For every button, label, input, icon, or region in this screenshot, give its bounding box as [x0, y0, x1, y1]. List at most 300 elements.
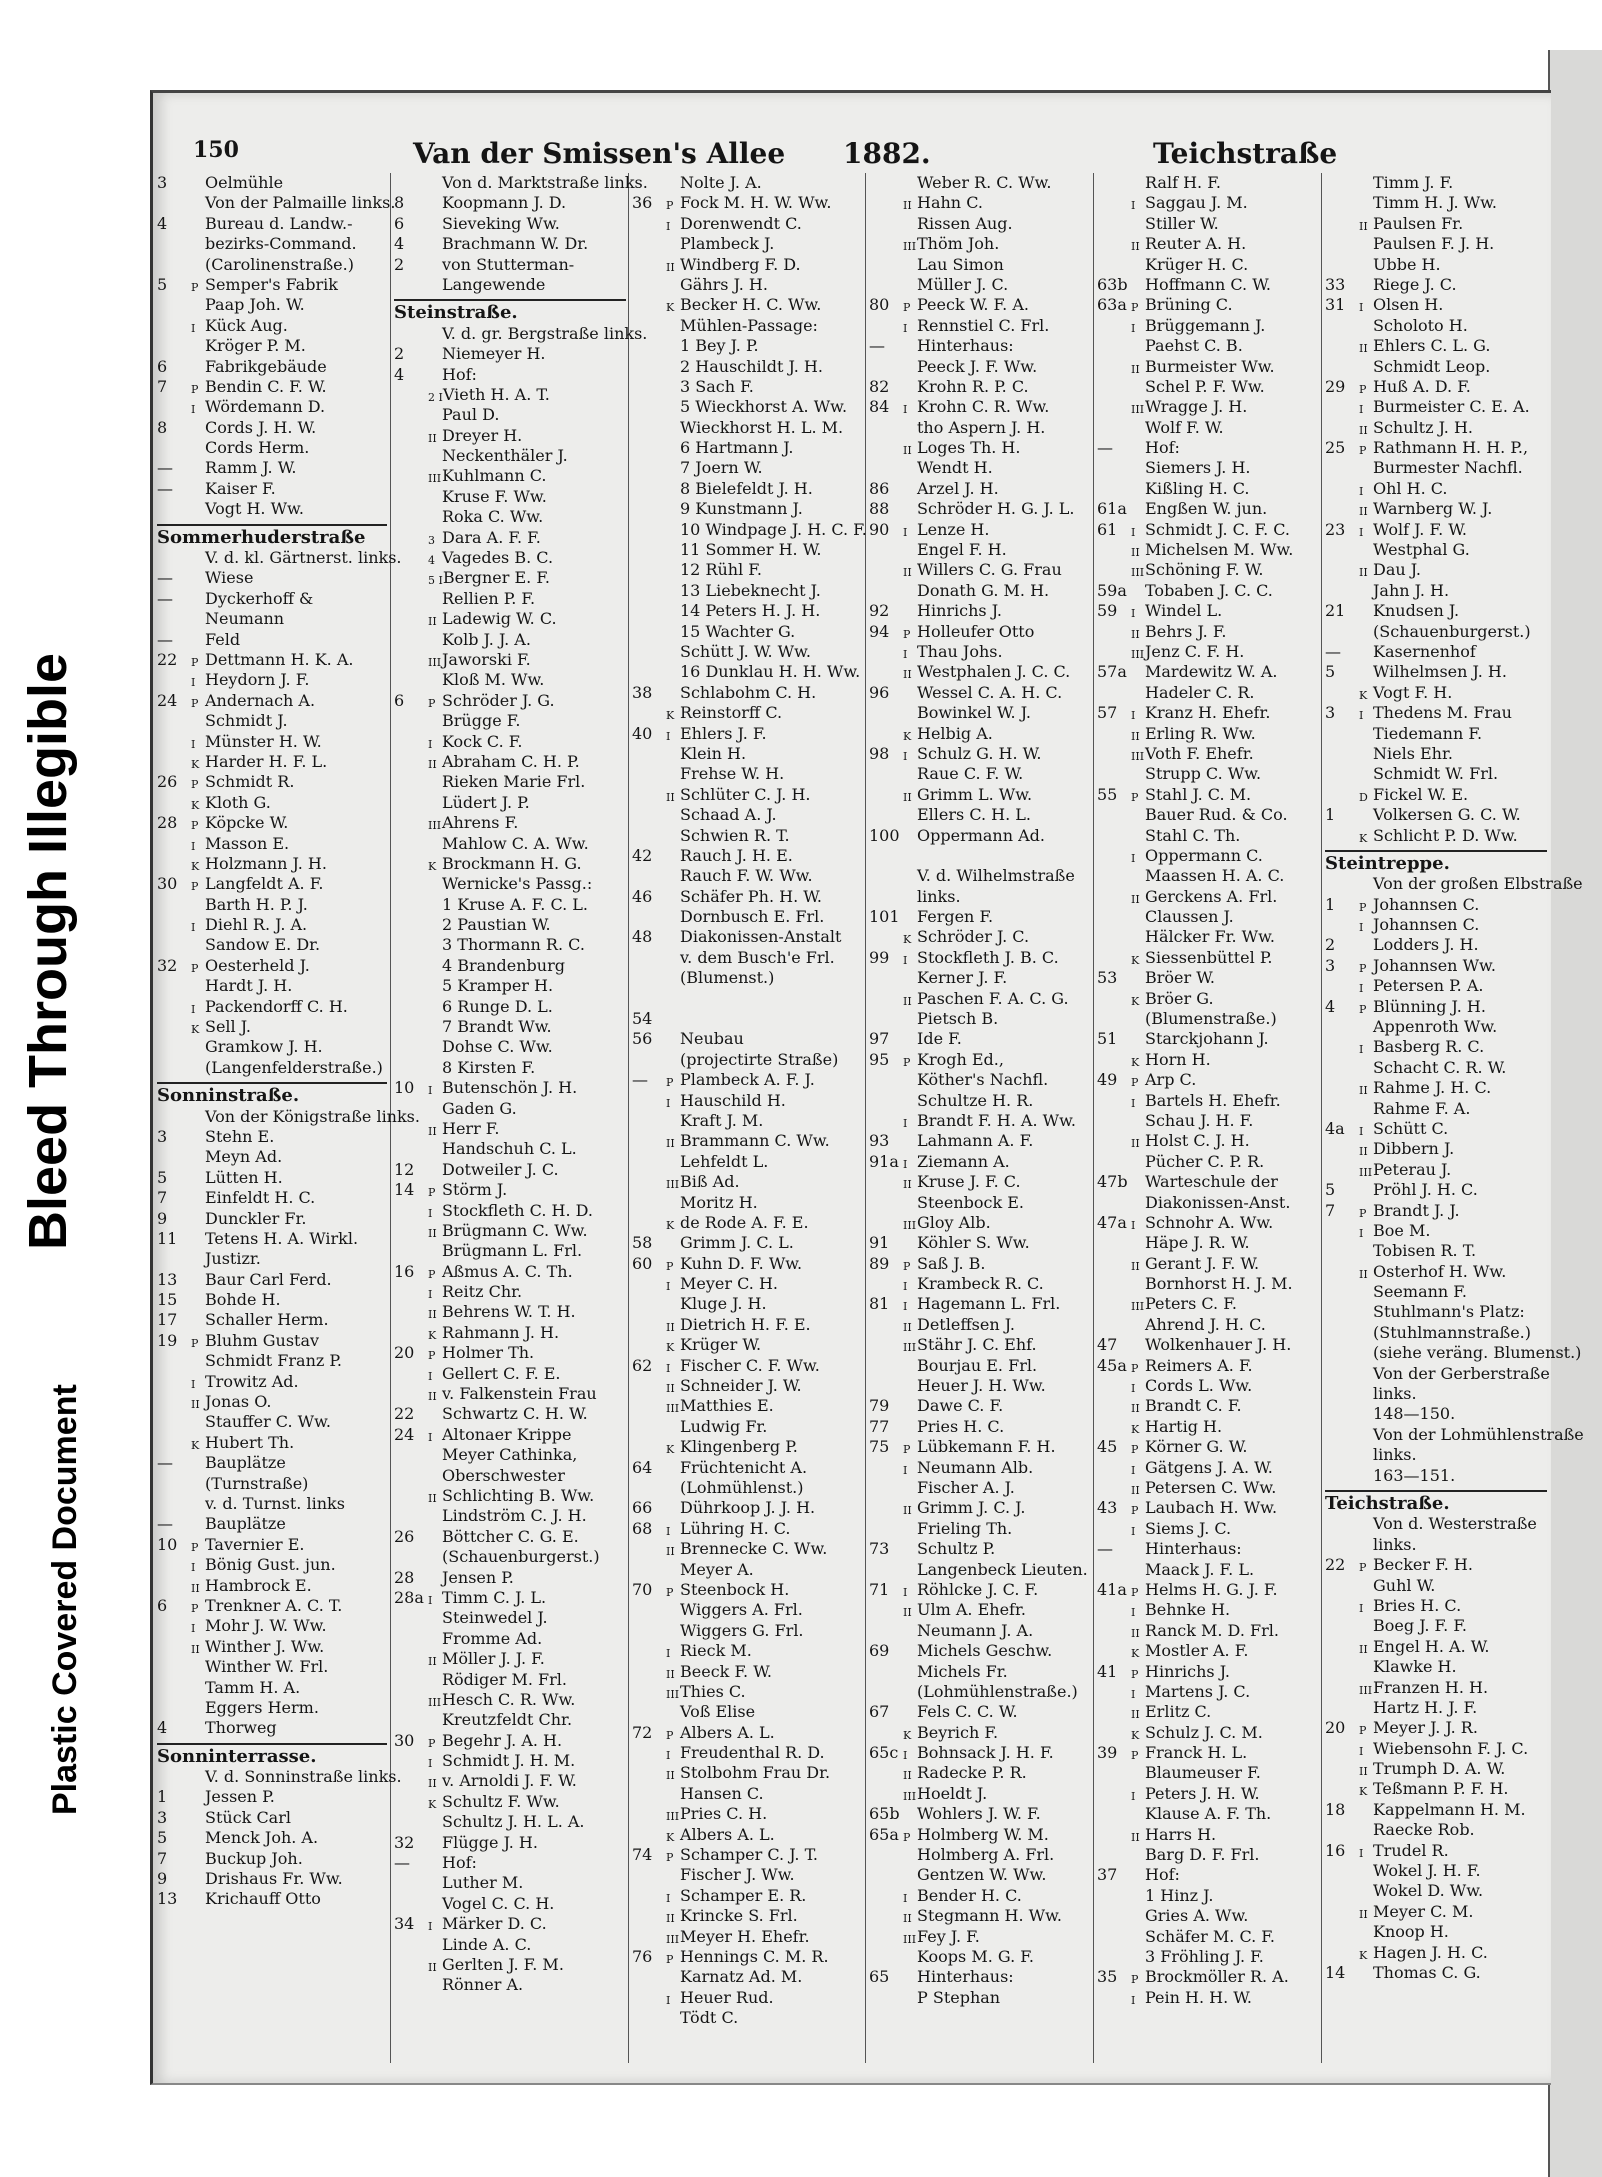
directory-entry [157, 1869, 387, 1889]
house-number: 6 [157, 1595, 168, 1615]
floor-marker [1359, 357, 1373, 377]
house-number [1325, 1037, 1359, 1057]
floor-marker: P [1131, 1076, 1139, 1090]
resident-name: Rieken Marie Frl. [442, 772, 586, 792]
house-number: 57 [1097, 703, 1118, 723]
floor-marker: I [428, 1757, 433, 1771]
resident-name: 12 Rühl F. [680, 560, 762, 580]
directory-entry [157, 1535, 387, 1555]
floor-marker: P [666, 1076, 674, 1090]
resident-name: Peeck J. F. Ww. [917, 356, 1038, 376]
house-number [157, 935, 191, 955]
resident-name: Schmidt Leop. [1373, 356, 1491, 376]
directory-entry [1325, 1201, 1547, 1221]
floor-marker: I [1359, 1744, 1364, 1758]
resident-name: Klein H. [680, 743, 747, 763]
floor-marker [191, 1209, 205, 1229]
floor-marker [1359, 1616, 1373, 1636]
floor-marker: II [428, 615, 437, 629]
resident-name: v. Falkenstein Frau [442, 1384, 597, 1404]
directory-entry [1097, 968, 1319, 988]
floor-marker: I [1131, 1789, 1136, 1803]
directory-entry [157, 1037, 387, 1057]
resident-name: Grimm L. Ww. [917, 784, 1033, 804]
directory-entry [157, 711, 387, 731]
resident-name: Herr F. [442, 1118, 500, 1138]
resident-name: Begehr J. A. H. [442, 1730, 563, 1750]
directory-entry [1097, 255, 1319, 275]
floor-marker: I [1131, 1463, 1136, 1477]
house-number [632, 1396, 666, 1416]
directory-entry [157, 1188, 387, 1208]
resident-name: de Rode A. F. E. [680, 1212, 809, 1232]
directory-entry [632, 1825, 862, 1845]
house-number [1097, 1906, 1131, 1926]
house-number [632, 1131, 666, 1151]
directory-entry [869, 1886, 1091, 1906]
floor-marker [428, 956, 442, 976]
resident-name: Biß Ad. [680, 1172, 740, 1192]
resident-name: Krichauff Otto [205, 1889, 321, 1909]
floor-marker: I [428, 1084, 433, 1098]
floor-marker: II [666, 1912, 675, 1926]
resident-name: Gellert C. F. E. [442, 1363, 561, 1383]
resident-name: Fey J. F. [917, 1926, 980, 1946]
resident-name: Hagen J. H. C. [1373, 1942, 1488, 1962]
directory-entry [157, 316, 387, 336]
directory-entry [869, 1152, 1091, 1172]
house-number [1097, 1845, 1131, 1865]
floor-marker: 2 I [428, 390, 443, 404]
house-number [632, 1784, 666, 1804]
floor-marker [191, 1808, 205, 1828]
house-number [632, 805, 666, 825]
resident-name: Strupp C. Ww. [1145, 764, 1262, 784]
directory-entry [869, 1315, 1091, 1335]
house-number: 9 [157, 1208, 168, 1228]
resident-name: Aßmus A. C. Th. [442, 1261, 573, 1281]
resident-name: Münster H. W. [205, 731, 322, 751]
house-number [394, 711, 428, 731]
floor-marker [903, 1417, 917, 1437]
house-number [869, 255, 903, 275]
directory-entry [869, 1702, 1091, 1722]
floor-marker: K [191, 757, 200, 771]
resident-name: Von der Palmaille links. [205, 193, 396, 213]
resident-name: Dietrich H. F. E. [680, 1314, 811, 1334]
floor-marker: I [1131, 1687, 1136, 1701]
floor-marker [191, 1453, 205, 1473]
house-number: — [157, 629, 173, 649]
house-number [869, 703, 903, 723]
resident-name: Steenbock H. [680, 1579, 790, 1599]
directory-entry [394, 589, 626, 609]
directory-entry [157, 255, 387, 275]
floor-marker: I [1131, 851, 1136, 865]
directory-entry [157, 997, 387, 1017]
directory-entry [1325, 357, 1547, 377]
directory-entry [869, 968, 1091, 988]
house-number: 5 [1325, 662, 1336, 682]
floor-marker: K [1131, 1647, 1140, 1661]
floor-marker [1359, 173, 1373, 193]
resident-name: Michels Geschw. [917, 1641, 1053, 1661]
house-number [632, 744, 666, 764]
directory-entry [869, 214, 1091, 234]
directory-entry [394, 1262, 626, 1282]
resident-name: Hansen C. [680, 1783, 764, 1803]
floor-marker [428, 1527, 442, 1547]
floor-marker [1131, 907, 1145, 927]
house-number [1097, 316, 1131, 336]
house-number [1097, 540, 1131, 560]
directory-entry [1325, 915, 1547, 935]
floor-marker: I [666, 1524, 671, 1538]
directory-entry [1325, 744, 1547, 764]
floor-marker: II [1131, 1708, 1140, 1722]
resident-name: Burmeister Ww. [1145, 356, 1275, 376]
house-number: 4 [394, 234, 405, 254]
resident-name: Meyer C. M. [1373, 1901, 1474, 1921]
directory-entry [1325, 1800, 1547, 1820]
resident-name: Flügge J. H. [442, 1832, 538, 1852]
resident-name: Plambeck A. F. J. [680, 1070, 815, 1090]
directory-entry [157, 609, 387, 629]
directory-entry [394, 976, 626, 996]
resident-name: Oberschwester [442, 1465, 565, 1485]
street-heading: Sommerhuderstraße [157, 524, 387, 548]
resident-name: Langenbeck Lieuten. [917, 1559, 1088, 1579]
floor-marker [191, 976, 205, 996]
resident-name: Dunckler Fr. [205, 1208, 307, 1228]
house-number [394, 1792, 428, 1812]
house-number [1097, 1111, 1131, 1131]
house-number [632, 1213, 666, 1233]
resident-name: Gerckens A. Frl. [1145, 886, 1278, 906]
directory-entry [1097, 1478, 1319, 1498]
floor-marker: K [666, 1218, 675, 1232]
floor-marker: II [903, 199, 912, 213]
house-number [1325, 1820, 1359, 1840]
resident-name: Vogt H. Ww. [205, 499, 304, 519]
floor-marker: II [666, 1667, 675, 1681]
floor-marker [191, 499, 205, 519]
house-number [869, 1662, 903, 1682]
resident-name: Packendorff C. H. [205, 996, 348, 1016]
directory-entry [1325, 581, 1547, 601]
resident-name: Wohlers J. W. F. [917, 1804, 1041, 1824]
resident-name: Baur Carl Ferd. [205, 1269, 332, 1289]
house-number: — [157, 568, 173, 588]
directory-entry [632, 1927, 862, 1947]
house-number: 65a [869, 1824, 899, 1844]
house-number [1097, 989, 1131, 1009]
floor-marker: K [666, 1830, 675, 1844]
resident-name: Stehn E. [205, 1126, 275, 1146]
floor-marker [1359, 316, 1373, 336]
resident-name: Koopmann J. D. [442, 193, 567, 213]
resident-name: Schneider J. W. [680, 1376, 802, 1396]
floor-marker [666, 1050, 680, 1070]
directory-entry [869, 1111, 1091, 1131]
resident-name: Andernach A. [205, 690, 316, 710]
directory-entry [394, 732, 626, 752]
directory-entry [632, 173, 862, 193]
directory-entry [632, 1417, 862, 1437]
directory-entry [1325, 1119, 1547, 1139]
resident-name: Holst C. J. H. [1145, 1131, 1250, 1151]
floor-marker: K [428, 859, 437, 873]
directory-entry [632, 907, 862, 927]
floor-marker [1359, 275, 1373, 295]
floor-marker: III [903, 1218, 917, 1232]
house-number [1325, 479, 1359, 499]
resident-name: Mohr J. W. Ww. [205, 1616, 327, 1636]
directory-entry [1097, 1070, 1319, 1090]
house-number: 81 [869, 1294, 890, 1314]
resident-name: Paul D. [442, 405, 500, 425]
directory-entry [1097, 520, 1319, 540]
floor-marker: P [903, 627, 911, 641]
floor-marker [903, 846, 917, 866]
resident-name: Engel F. H. [917, 540, 1007, 560]
directory-entry [632, 968, 862, 988]
resident-name: Krambeck R. C. [917, 1274, 1044, 1294]
directory-entry [1097, 1029, 1319, 1049]
directory-entry [1325, 1262, 1547, 1282]
house-number [632, 438, 666, 458]
directory-entry [1325, 1841, 1547, 1861]
floor-marker [191, 1828, 205, 1848]
house-number [394, 1201, 428, 1221]
resident-name: Kluge J. H. [680, 1294, 767, 1314]
floor-marker [666, 642, 680, 662]
house-number [869, 1519, 903, 1539]
house-number: 55 [1097, 784, 1118, 804]
floor-marker: II [428, 757, 437, 771]
house-number [869, 1865, 903, 1885]
floor-marker: K [1131, 994, 1140, 1008]
resident-name: Niels Ehr. [1373, 743, 1453, 763]
directory-entry [1097, 438, 1319, 458]
resident-name: Meyn Ad. [205, 1147, 283, 1167]
directory-entry [157, 1351, 387, 1371]
floor-marker [191, 255, 205, 275]
directory-entry [1325, 1759, 1547, 1779]
directory-entry [1325, 193, 1547, 213]
floor-marker: P [666, 1851, 674, 1865]
directory-entry [869, 846, 1091, 866]
annotation-svg [8, 470, 148, 1850]
resident-name: Schlicht P. D. Ww. [1373, 825, 1518, 845]
directory-entry [157, 1576, 387, 1596]
house-number [632, 601, 666, 621]
directory-entry [632, 479, 862, 499]
directory-entry [394, 1975, 626, 1995]
directory-entry [157, 854, 387, 874]
house-number [394, 630, 428, 650]
floor-marker: I [1359, 921, 1364, 935]
resident-name [680, 1009, 862, 1029]
floor-marker: I [666, 1891, 671, 1905]
house-number: 4 [157, 1718, 168, 1738]
floor-marker [191, 357, 205, 377]
resident-name: Altonaer Krippe [442, 1424, 572, 1444]
resident-name: Krogh Ed., [917, 1049, 1004, 1069]
directory-entry [869, 255, 1091, 275]
resident-name: Pein H. H. W. [1145, 1987, 1253, 2007]
resident-name: Köther's Nachfl. [917, 1070, 1049, 1090]
resident-name: Kück Aug. [205, 315, 288, 335]
house-number [1325, 316, 1359, 336]
directory-entry [394, 935, 626, 955]
house-number [1325, 1779, 1359, 1799]
floor-marker: I [1131, 709, 1136, 723]
house-number [632, 1376, 666, 1396]
resident-name: Wendt H. [917, 458, 993, 478]
floor-marker: P [1131, 1585, 1139, 1599]
floor-marker [666, 1029, 680, 1049]
directory-entry [157, 295, 387, 315]
resident-name: Schamper E. R. [680, 1885, 807, 1905]
directory-entry [1097, 1315, 1319, 1335]
directory-entry [869, 826, 1091, 846]
floor-marker: II [1131, 1259, 1140, 1273]
floor-marker [903, 1519, 917, 1539]
directory-entry [632, 581, 862, 601]
resident-name: Von der Königstraße links. [205, 1106, 420, 1126]
floor-marker: 3 [428, 533, 435, 547]
floor-marker [1359, 234, 1373, 254]
directory-entry [157, 397, 387, 417]
resident-name: 5 Wieckhorst A. Ww. [680, 397, 848, 417]
floor-marker: K [1131, 1055, 1140, 1069]
floor-marker: P [191, 655, 199, 669]
floor-marker [903, 1621, 917, 1641]
directory-entry [632, 683, 862, 703]
directory-entry [394, 1201, 626, 1221]
resident-name: Schwien R. T. [680, 825, 790, 845]
house-number: 6 [394, 690, 405, 710]
floor-marker [1131, 1539, 1145, 1559]
house-number: 7 [157, 1188, 168, 1208]
house-number [157, 234, 191, 254]
resident-name: 2 Paustian W. [442, 915, 551, 935]
directory-entry [632, 1988, 862, 2008]
directory-entry [394, 1160, 626, 1180]
directory-entry [869, 1580, 1091, 1600]
directory-entry [1325, 1363, 1550, 1384]
house-number [869, 887, 903, 907]
directory-entry [1325, 642, 1547, 662]
house-number [869, 1009, 903, 1029]
house-number [1097, 1274, 1131, 1294]
floor-marker: I [1359, 709, 1364, 723]
floor-marker: P [191, 280, 199, 294]
resident-name: 11 Sommer H. W. [680, 540, 822, 560]
resident-name: Ulm A. Ehefr. [917, 1600, 1026, 1620]
house-number [869, 642, 903, 662]
directory-entry [1325, 1180, 1547, 1200]
directory-entry [632, 2008, 862, 2028]
house-number [632, 1988, 666, 2008]
house-number [869, 764, 903, 784]
house-number [1097, 336, 1131, 356]
floor-marker [428, 1873, 442, 1893]
directory-entry [1097, 622, 1319, 642]
floor-marker: K [191, 1438, 200, 1452]
directory-entry [1097, 1662, 1319, 1682]
house-number [869, 1070, 903, 1090]
house-number: — [869, 336, 885, 356]
floor-marker [428, 793, 442, 813]
resident-name: Brüning C. [1145, 295, 1233, 315]
house-number [869, 1111, 903, 1131]
directory-entry [394, 1119, 626, 1139]
floor-marker: II [903, 994, 912, 1008]
directory-entry [1097, 1804, 1319, 1824]
directory-entry [869, 499, 1091, 519]
house-number [1325, 214, 1359, 234]
floor-marker: I [903, 1463, 908, 1477]
resident-name: Schau J. H. F. [1145, 1110, 1254, 1130]
resident-name: Stiller W. [1145, 213, 1219, 233]
resident-name: Vagedes B. C. [442, 548, 554, 568]
resident-name: Harrs H. [1145, 1824, 1217, 1844]
directory-entry [869, 948, 1091, 968]
directory-entry [1325, 1221, 1547, 1241]
house-number: 101 [869, 907, 900, 927]
directory-entry [394, 1466, 626, 1486]
resident-name: Stolbohm Frau Dr. [680, 1763, 831, 1783]
house-number: 7 [157, 376, 168, 396]
resident-name: 15 Wachter G. [680, 621, 796, 641]
house-number [632, 1294, 666, 1314]
directory-entry [869, 1193, 1091, 1213]
house-number: 15 [157, 1290, 178, 1310]
house-number [394, 1975, 428, 1995]
floor-marker: K [666, 1443, 675, 1457]
house-number [1325, 1160, 1359, 1180]
floor-marker [428, 1445, 442, 1465]
house-number [394, 1771, 428, 1791]
resident-name: 3 Sach F. [680, 376, 754, 396]
floor-marker [666, 866, 680, 886]
floor-marker: II [903, 1912, 912, 1926]
directory-entry [1097, 907, 1319, 927]
resident-name: (Schauenburgerst.) [442, 1547, 600, 1567]
resident-name: Schütt C. [1373, 1118, 1449, 1138]
floor-marker [428, 1710, 442, 1730]
floor-marker: I [666, 1361, 671, 1375]
resident-name: Kreutzfeldt Chr. [442, 1710, 573, 1730]
house-number: 45a [1097, 1355, 1127, 1375]
directory-entry [1325, 1555, 1547, 1575]
directory-entry [1097, 724, 1319, 744]
resident-name: Ohl H. C. [1373, 478, 1448, 498]
directory-entry [632, 764, 862, 784]
house-number [869, 1315, 903, 1335]
house-number [1097, 1294, 1131, 1314]
resident-name: Peterau J. [1373, 1159, 1452, 1179]
resident-name: Fergen F. [917, 907, 994, 927]
house-number: 45 [1097, 1437, 1118, 1457]
floor-marker: II [666, 1320, 675, 1334]
house-number [1097, 1784, 1131, 1804]
directory-column-3 [632, 173, 867, 2029]
floor-marker: II [428, 1308, 437, 1322]
house-number: 5 [157, 1167, 168, 1187]
